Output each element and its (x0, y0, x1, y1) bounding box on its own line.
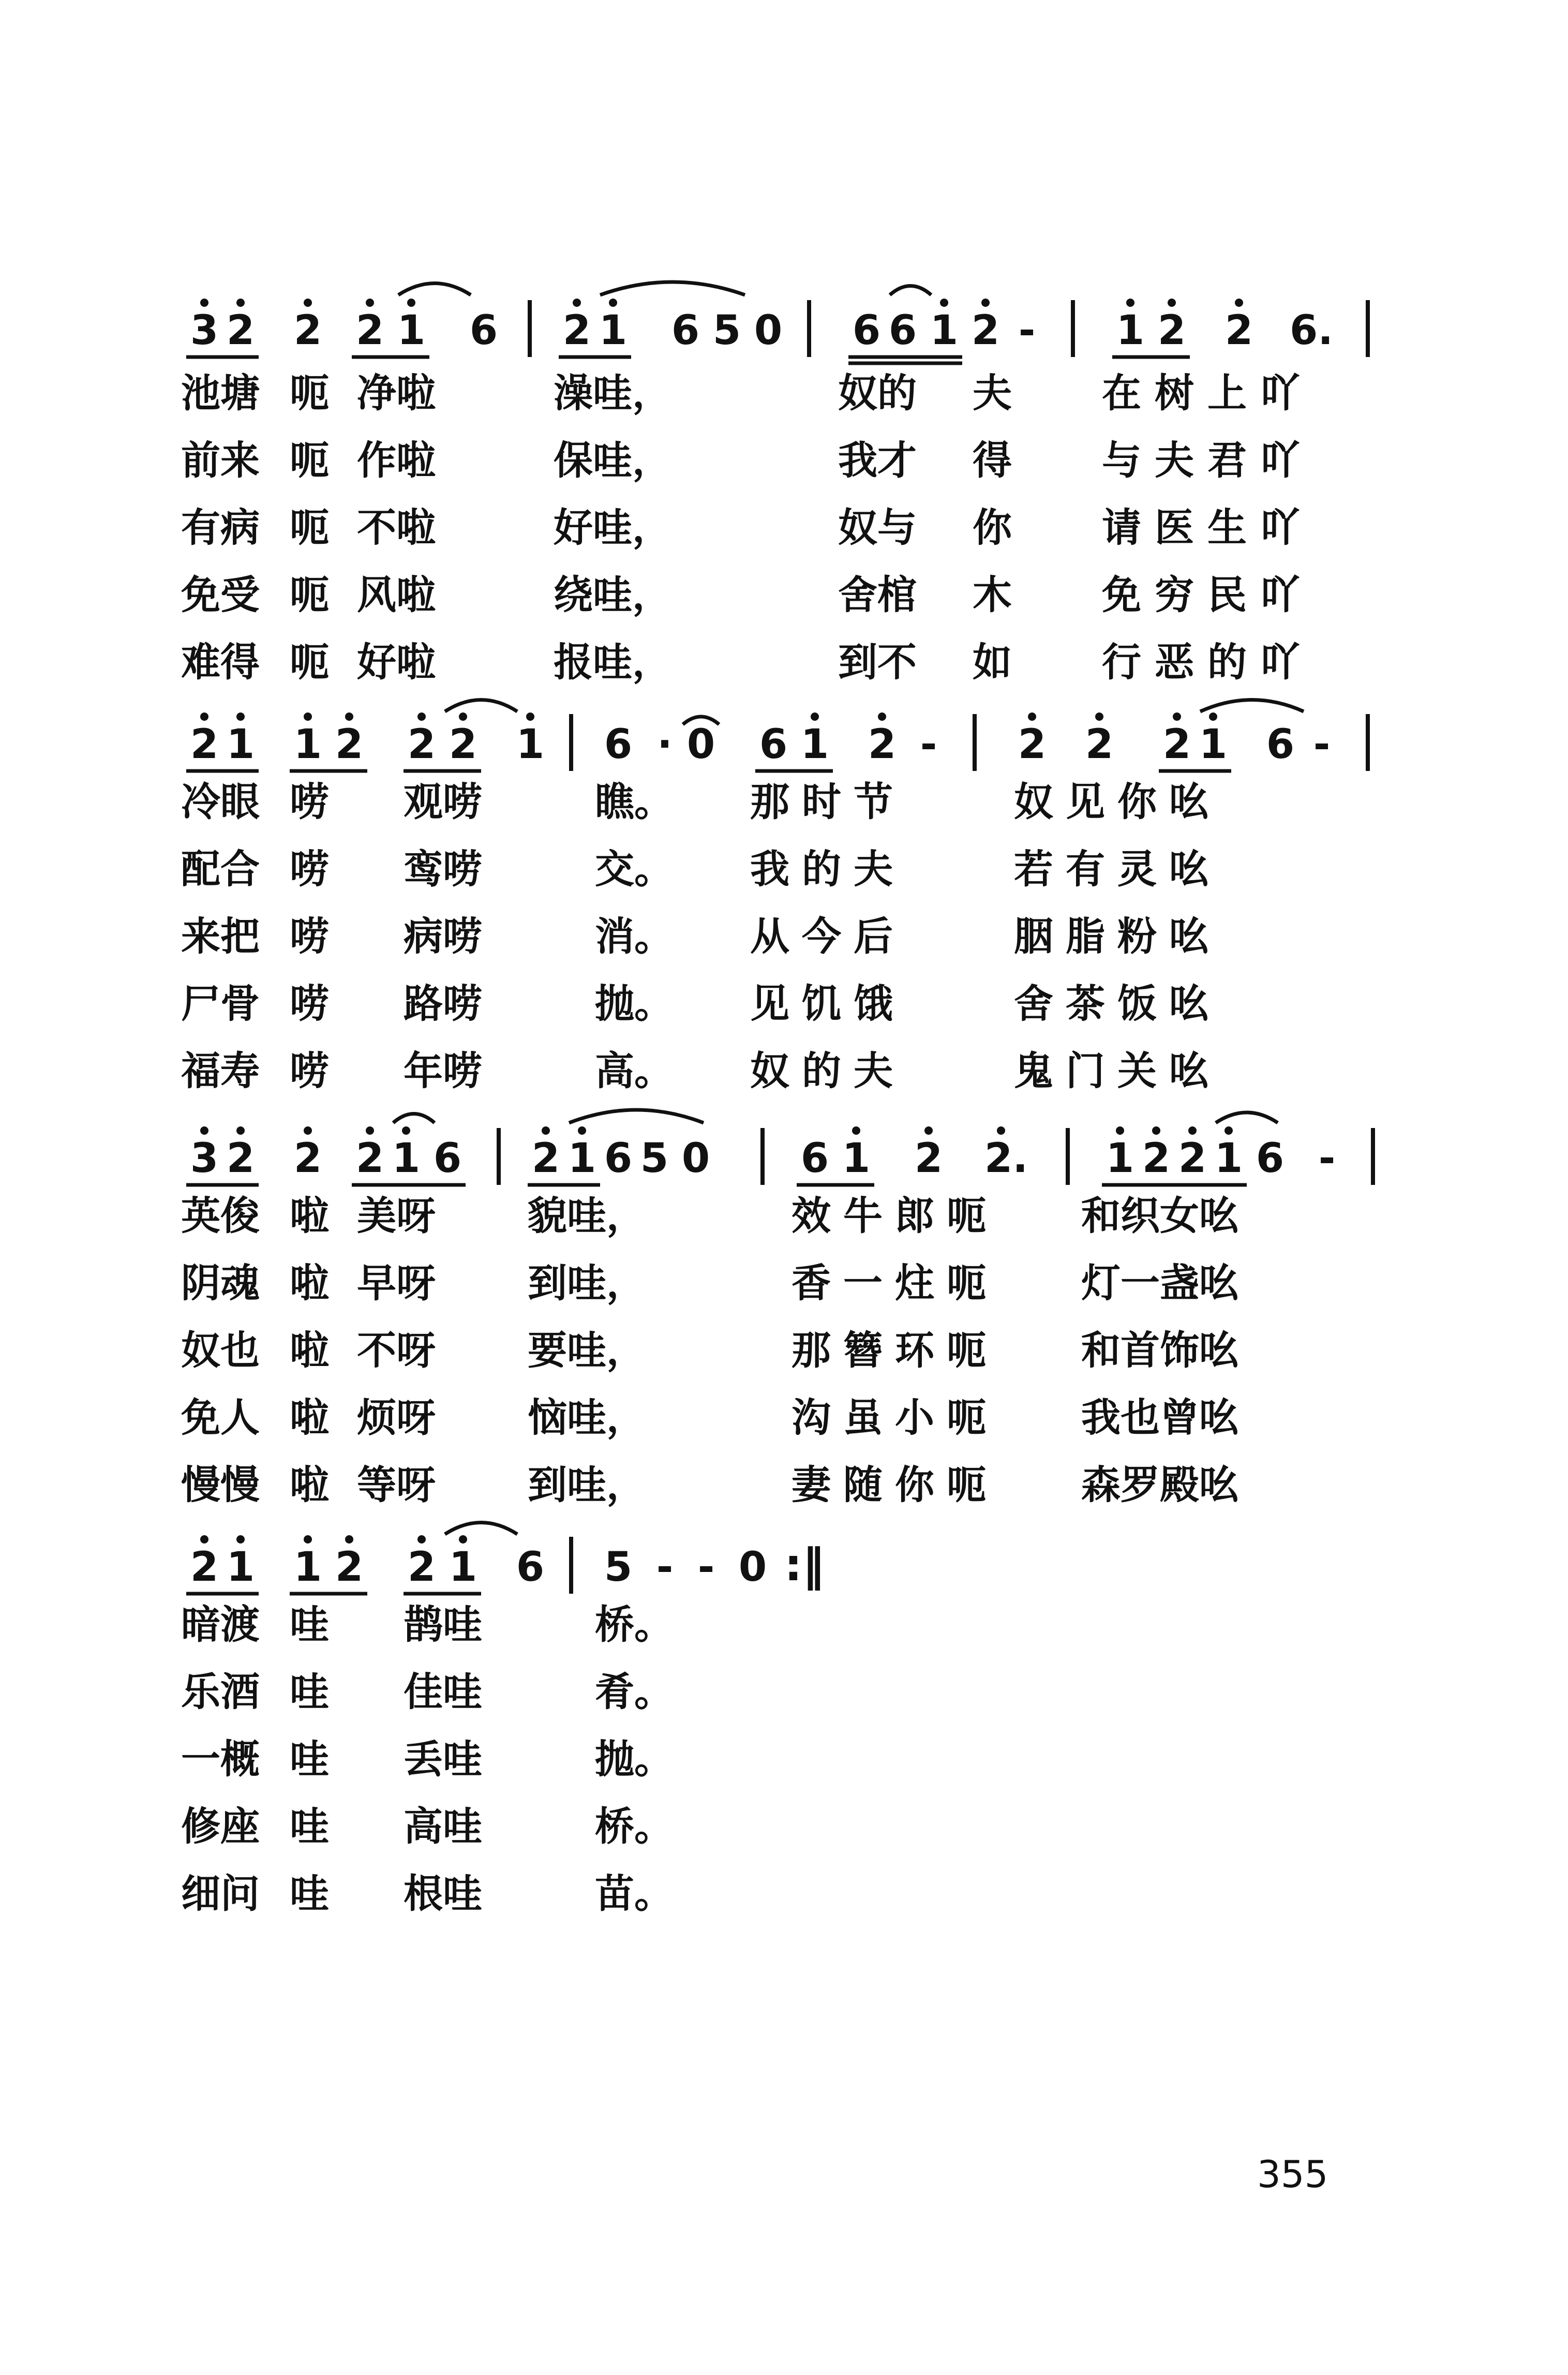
lyric-line (0, 1045, 1568, 1107)
barline (760, 1128, 765, 1185)
lyric: 我才 (838, 437, 917, 483)
note: 6 (1266, 721, 1295, 768)
note: 1 (1116, 307, 1145, 354)
lyric: 哇 (290, 1601, 329, 1647)
note: 0 (754, 307, 783, 354)
lyric: 桥。 (595, 1803, 674, 1849)
lyric-line (0, 1392, 1568, 1454)
barline (528, 300, 532, 357)
lyric: 阴魂 (181, 1260, 260, 1306)
lyric: 沟虽小呃 (792, 1394, 998, 1441)
lyric: 苗。 (595, 1871, 674, 1917)
lyric: 早呀 (357, 1260, 436, 1306)
lyric: 妻随你呃 (792, 1462, 998, 1508)
note: 6 (604, 1135, 633, 1182)
lyric: 前来 (181, 437, 260, 483)
note: 2 (407, 1544, 436, 1591)
lyric: 你 (973, 504, 1012, 551)
lyric: 等呀 (357, 1462, 436, 1508)
note: 2 (190, 721, 219, 768)
note: 2 (293, 1135, 322, 1182)
note: 2 (1157, 307, 1186, 354)
lyric: 乐酒 (181, 1669, 260, 1715)
note: 5 (712, 307, 741, 354)
lyric-line (0, 776, 1568, 838)
note: 1 (1199, 721, 1228, 768)
lyric: 冷眼 (181, 779, 260, 825)
note: 2 (971, 307, 1000, 354)
note: 2 (1224, 307, 1253, 354)
lyric-line (0, 911, 1568, 973)
lyric: 啦 (290, 1394, 329, 1441)
note: 0 (686, 721, 715, 768)
note: 2 (355, 307, 384, 354)
note: 3 (190, 1135, 219, 1182)
lyric-line (0, 569, 1568, 631)
note: 2 (914, 1135, 943, 1182)
note: 3 (190, 307, 219, 354)
note: 6 (800, 1135, 829, 1182)
lyric: 请医生吖 (1102, 504, 1313, 551)
note: 1 (293, 1544, 322, 1591)
lyric: 呃 (290, 639, 329, 685)
lyric-line (0, 1325, 1568, 1387)
note: 2 (407, 721, 436, 768)
note: 6 (671, 307, 700, 354)
note: 2 (1085, 721, 1114, 768)
note: - (1313, 721, 1331, 768)
notation-line-4 (0, 1511, 1568, 1594)
lyric: 配合 (181, 846, 260, 892)
lyric: 来把 (181, 913, 260, 959)
note: - (1018, 307, 1036, 354)
lyric: 我也曾吆 (1081, 1394, 1238, 1441)
lyric: 瞧。 (595, 779, 674, 825)
lyric: 鬼门关吆 (1014, 1048, 1221, 1094)
lyric: 鸾唠 (404, 846, 482, 892)
lyric: 消。 (595, 913, 674, 959)
lyric: 暗渡 (181, 1601, 260, 1647)
note: 1 (226, 1544, 255, 1591)
lyric: 有病 (181, 504, 260, 551)
lyric: 年唠 (404, 1048, 482, 1094)
lyric: 澡哇， (554, 370, 671, 416)
lyric: 好哇， (554, 504, 671, 551)
lyric: 森罗殿吆 (1081, 1462, 1238, 1508)
note: 1 (800, 721, 829, 768)
barline (973, 714, 977, 771)
note: - (1318, 1135, 1336, 1182)
lyric: 啦 (290, 1327, 329, 1373)
note: - (697, 1544, 715, 1591)
note: 1 (599, 307, 628, 354)
lyric-line (0, 1868, 1568, 1930)
lyric: 交。 (595, 846, 674, 892)
lyric: 不啦 (357, 504, 436, 551)
notation-line-1 (0, 269, 1568, 352)
lyric: 和织女吆 (1081, 1193, 1238, 1239)
note: 6 (1256, 1135, 1285, 1182)
lyric: 那时节 (750, 779, 905, 825)
lyric: 佳哇 (404, 1669, 482, 1715)
note: 6 (888, 307, 917, 354)
lyric: 和首饰吆 (1081, 1327, 1238, 1373)
lyric: 免人 (181, 1394, 260, 1441)
lyric-line (0, 1599, 1568, 1661)
lyric: 病唠 (404, 913, 482, 959)
lyric: 奴与 (838, 504, 917, 551)
lyric: 要哇， (528, 1327, 646, 1373)
barline (1371, 1128, 1375, 1185)
note: 2 (868, 721, 897, 768)
lyric: 尸骨 (181, 981, 260, 1027)
lyric: 烦呀 (357, 1394, 436, 1441)
lyric: 奴的 (838, 370, 917, 416)
lyric: 报哇， (554, 639, 671, 685)
lyric: 路唠 (404, 981, 482, 1027)
note: 5 (604, 1544, 633, 1591)
lyric: 慢慢 (181, 1462, 260, 1508)
note: - (920, 721, 937, 768)
note: 1 (293, 721, 322, 768)
lyric: 舍棺 (838, 572, 917, 618)
note: 6 (433, 1135, 462, 1182)
note: 6 (852, 307, 881, 354)
note: - (656, 1544, 674, 1591)
lyric: 呃 (290, 370, 329, 416)
end-repeat-barline: :‖ (784, 1539, 825, 1591)
lyric: 在树上吖 (1102, 370, 1313, 416)
lyric-line (0, 843, 1568, 906)
barline (807, 300, 811, 357)
lyric: 与夫君吖 (1102, 437, 1313, 483)
note: 6 (516, 1544, 545, 1591)
lyric-line (0, 1801, 1568, 1863)
lyric: 灯一盏吆 (1081, 1260, 1238, 1306)
lyric: 抛。 (595, 981, 674, 1027)
lyric: 唠 (290, 779, 329, 825)
lyric: 鹊哇 (404, 1601, 482, 1647)
lyric: 呃 (290, 437, 329, 483)
note: 2 (1162, 721, 1191, 768)
barline (497, 1128, 501, 1185)
lyric: 奴见你吆 (1014, 779, 1221, 825)
lyric: 从今后 (750, 913, 905, 959)
note: 0 (738, 1544, 767, 1591)
note: 2. (984, 1135, 1028, 1182)
lyric: 香一炷呃 (792, 1260, 998, 1306)
lyric: 唠 (290, 981, 329, 1027)
lyric: 英俊 (181, 1193, 260, 1239)
note: 6 (604, 721, 633, 768)
lyric: 丢哇 (404, 1736, 482, 1782)
note: 2 (335, 1544, 364, 1591)
lyric-line (0, 978, 1568, 1040)
lyric: 奴的夫 (750, 1048, 905, 1094)
lyric: 美呀 (357, 1193, 436, 1239)
lyric: 得 (973, 437, 1012, 483)
lyric: 作啦 (357, 437, 436, 483)
lyric: 高。 (595, 1048, 674, 1094)
lyric: 啦 (290, 1260, 329, 1306)
lyric: 恼哇， (528, 1394, 646, 1441)
lyric: 保哇， (554, 437, 671, 483)
note: 1 (1214, 1135, 1243, 1182)
lyric: 啦 (290, 1193, 329, 1239)
notation-line-2 (0, 688, 1568, 771)
lyric-line (0, 1666, 1568, 1728)
barline (569, 714, 573, 771)
lyric: 细问 (181, 1871, 260, 1917)
lyric: 哇 (290, 1669, 329, 1715)
page-number: 355 (1257, 2153, 1328, 2196)
lyric-line (0, 1257, 1568, 1319)
note: 2 (355, 1135, 384, 1182)
note: 1 (516, 721, 545, 768)
lyric: 观唠 (404, 779, 482, 825)
barline (1071, 300, 1075, 357)
lyric: 唠 (290, 846, 329, 892)
note: 2 (335, 721, 364, 768)
note: 5 (640, 1135, 669, 1182)
note: 1 (226, 721, 255, 768)
lyric: 胭脂粉吆 (1014, 913, 1221, 959)
lyric: 到哇， (528, 1462, 646, 1508)
lyric: 免穷民吖 (1102, 572, 1313, 618)
lyric: 木 (973, 572, 1012, 618)
lyric: 貌哇， (528, 1193, 646, 1239)
lyric: 难得 (181, 639, 260, 685)
note: 6. (1290, 307, 1333, 354)
lyric: 见饥饿 (750, 981, 905, 1027)
lyric: 肴。 (595, 1669, 674, 1715)
lyric: 那簪环呃 (792, 1327, 998, 1373)
lyric-line (0, 502, 1568, 564)
lyric: 到不 (838, 639, 917, 685)
lyric: 呃 (290, 572, 329, 618)
note: 1 (392, 1135, 421, 1182)
lyric-line (0, 1733, 1568, 1795)
lyric: 池塘 (181, 370, 260, 416)
barline (1366, 714, 1370, 771)
lyric: 免受 (181, 572, 260, 618)
note: 1 (930, 307, 959, 354)
barline (1366, 300, 1370, 357)
note: · (657, 721, 673, 768)
lyric: 哇 (290, 1871, 329, 1917)
note: 6 (469, 307, 498, 354)
lyric: 桥。 (595, 1601, 674, 1647)
lyric: 如 (973, 639, 1012, 685)
note: 0 (681, 1135, 710, 1182)
note: 1 (397, 307, 426, 354)
lyric: 高哇 (404, 1803, 482, 1849)
note: 1 (449, 1544, 477, 1591)
lyric: 一概 (181, 1736, 260, 1782)
note: 2 (293, 307, 322, 354)
lyric: 风啦 (357, 572, 436, 618)
lyric: 不呀 (357, 1327, 436, 1373)
lyric: 唠 (290, 1048, 329, 1094)
note: 2 (226, 307, 255, 354)
barline (1066, 1128, 1070, 1185)
lyric: 绕哇， (554, 572, 671, 618)
note: 2 (531, 1135, 560, 1182)
note: 1 (1106, 1135, 1134, 1182)
lyric: 舍茶饭吆 (1014, 981, 1221, 1027)
lyric: 抛。 (595, 1736, 674, 1782)
lyric: 夫 (973, 370, 1012, 416)
lyric: 啦 (290, 1462, 329, 1508)
lyric-line (0, 435, 1568, 497)
note: 2 (1178, 1135, 1207, 1182)
lyric: 净啦 (357, 370, 436, 416)
notation-line-3 (0, 1102, 1568, 1185)
note: 1 (568, 1135, 596, 1182)
lyric: 我的夫 (750, 846, 905, 892)
lyric: 效牛郎呃 (792, 1193, 998, 1239)
note: 2 (1142, 1135, 1171, 1182)
note: 2 (1018, 721, 1047, 768)
lyric: 修座 (181, 1803, 260, 1849)
lyric: 呃 (290, 504, 329, 551)
lyric: 奴也 (181, 1327, 260, 1373)
lyric: 行恶的吖 (1102, 639, 1313, 685)
lyric-line (0, 367, 1568, 429)
note: 2 (449, 721, 477, 768)
note: 1 (842, 1135, 871, 1182)
lyric: 唠 (290, 913, 329, 959)
lyric: 福寿 (181, 1048, 260, 1094)
lyric: 根哇 (404, 1871, 482, 1917)
lyric: 若有灵吆 (1014, 846, 1221, 892)
lyric-line (0, 1190, 1568, 1252)
lyric: 哇 (290, 1803, 329, 1849)
lyric: 哇 (290, 1736, 329, 1782)
note: 2 (190, 1544, 219, 1591)
barline (569, 1537, 573, 1594)
note: 2 (562, 307, 591, 354)
note: 2 (226, 1135, 255, 1182)
lyric: 好啦 (357, 639, 436, 685)
lyric: 到哇， (528, 1260, 646, 1306)
note: 6 (759, 721, 788, 768)
